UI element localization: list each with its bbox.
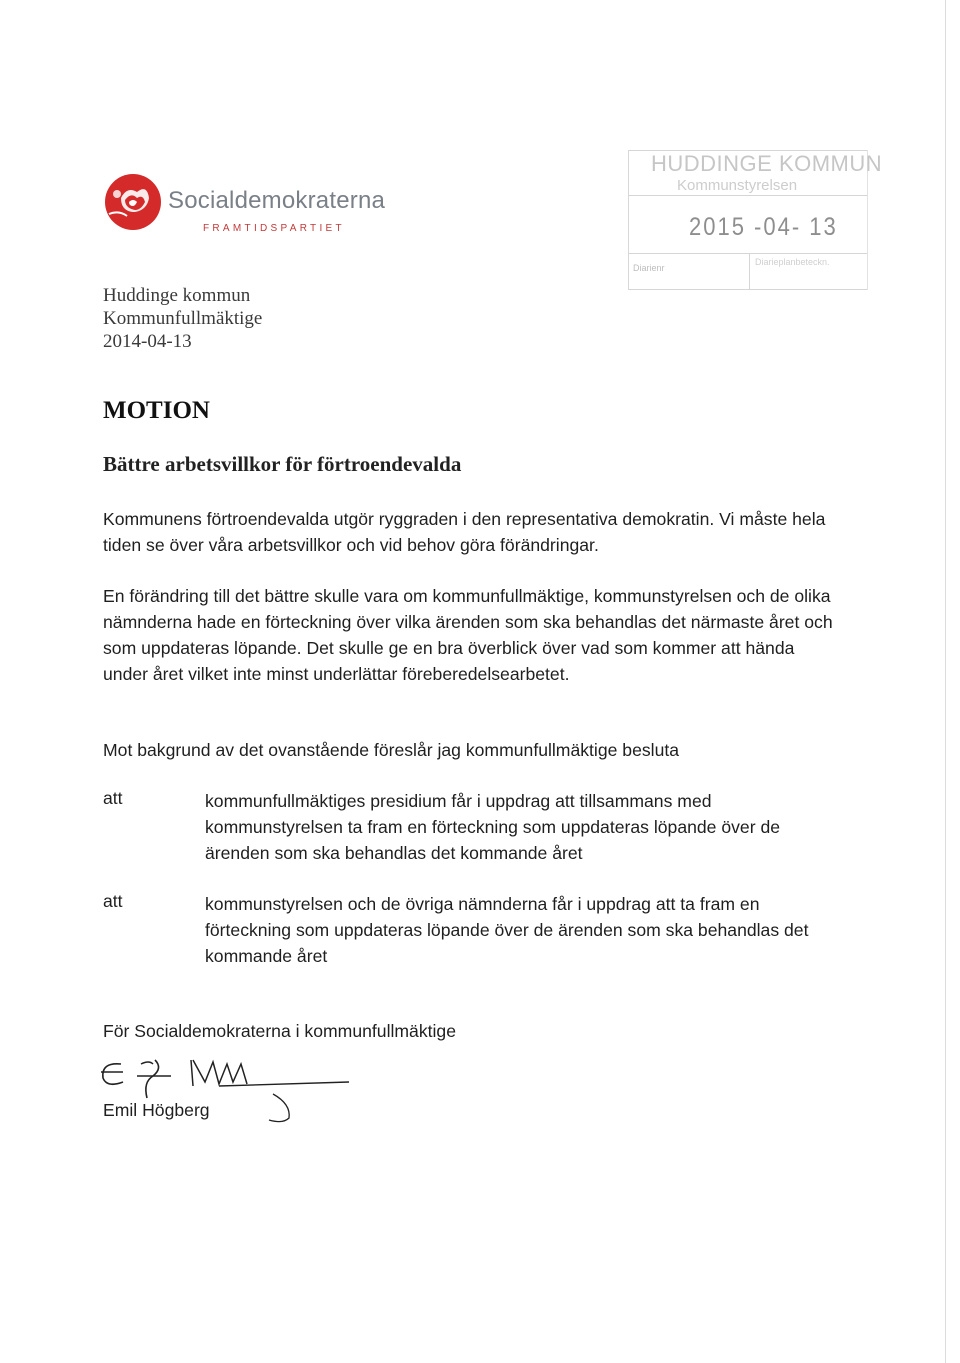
stamp-diarieplan: Diarieplanbeteckn. xyxy=(755,257,830,267)
stamp-divider xyxy=(749,254,750,290)
stamp-rule xyxy=(629,253,867,254)
stamp-title: HUDDINGE KOMMUN xyxy=(651,151,883,176)
recipient-line1: Huddinge kommun xyxy=(103,285,251,306)
logo-subtitle: FRAMTIDSPARTIET xyxy=(203,223,345,234)
stamp-date: 2015 -04- 13 xyxy=(689,212,838,241)
recipient-line2: Kommunfullmäktige xyxy=(103,308,263,329)
received-stamp xyxy=(628,150,883,290)
stamp-rule xyxy=(629,289,867,290)
logo-name: Socialdemokraterna xyxy=(168,187,386,214)
paragraph-3: Mot bakgrund av det ovanstående föreslår jag kommunfullmäktige besluta xyxy=(103,740,680,760)
stamp-diarienr: Diarienr xyxy=(633,263,665,273)
recipient-date: 2014-04-13 xyxy=(103,331,192,352)
paragraph-1: Kommunens förtroendevalda utgör ryggraden i den representativa demokratin. Vi måste hela tiden se över våra arbetsvillkor och vid behov göra förändringar. xyxy=(103,509,826,555)
document-type: MOTION xyxy=(103,397,210,424)
stamp-rule xyxy=(629,195,867,196)
proposal-marker: att xyxy=(103,891,123,911)
proposal-marker: att xyxy=(103,788,123,808)
stamp-subtitle: Kommunstyrelsen xyxy=(677,177,798,194)
document-heading: Bättre arbetsvillkor för förtroendevalda xyxy=(103,452,462,476)
scan-edge-line xyxy=(945,0,946,1363)
signer-name: Emil Högberg xyxy=(103,1100,210,1120)
proposal-text: kommunfullmäktiges presidium får i uppdrag att tillsammans med kommunstyrelsen ta fram en förteckning som uppdateras löpande över de ärenden som ska behandlas det kommande året xyxy=(205,791,781,863)
closing-line: För Socialdemokraterna i kommunfullmäktige xyxy=(103,1021,456,1041)
paragraph-2: En förändring till det bättre skulle vara om kommunfullmäktige, kommunstyrelsen och de olika nämnderna hade en förteckning över vilka ärenden som ska behandlas det närmaste året och som uppdateras löpande. Det skulle ge en bra överblick över vad som kommer att hända under året vilket inte minst underlättar föreberedelsearbetet. xyxy=(103,586,833,684)
rose-logo-icon xyxy=(103,172,163,232)
proposal-text: kommunstyrelsen och de övriga nämnderna får i uppdrag att ta fram en förteckning som uppdateras löpande över de ärenden som ska behandlas det kommande året xyxy=(205,894,809,966)
